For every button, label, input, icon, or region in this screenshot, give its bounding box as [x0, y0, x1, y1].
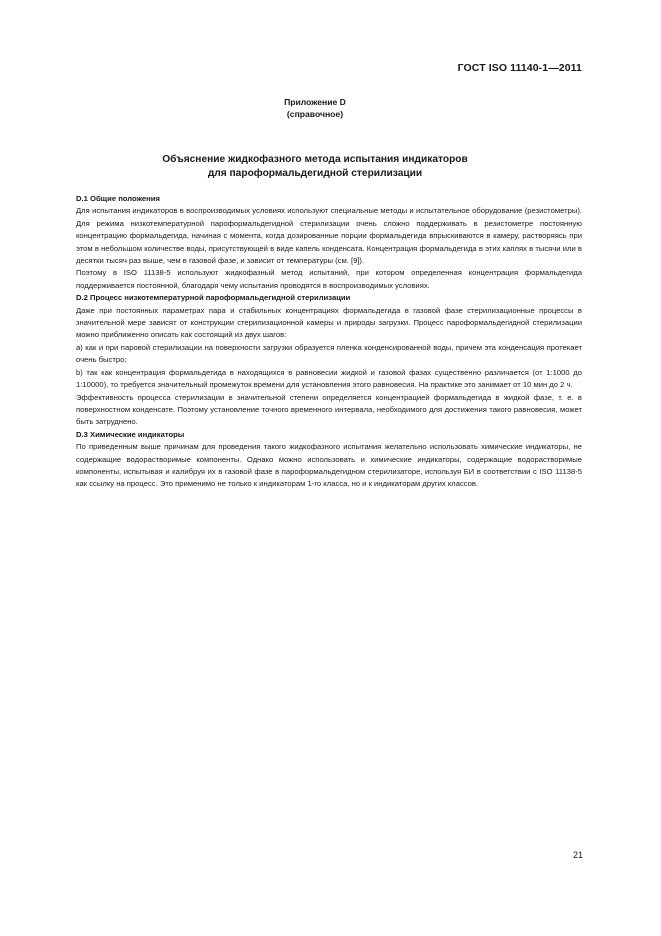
paragraph: Для испытания индикаторов в воспроизводимых условиях используют специальные методы и испытательное оборудование (резистометры). Для режима низкотемпературной пароформальдегидной стерилизации очень сложно поддерживать в резистометре постоянную концентрацию формальдегида, начиная с момента, когда дозированные порции формальдегида впрыскиваются в камеру, растворяясь при этом в небольшом количестве воды, присутствующей в виде капель конденсата. Концентрация формальдегида в этих каплях в тысячи или в десятки тысяч раз выше, чем в газовой фазе, и зависит от температуры (см. [9]).: [76, 206, 582, 266]
page-number: 21: [572, 850, 583, 860]
appendix-heading: [0, 96, 630, 120]
list-item-b: b) так как концентрация формальдегида в находящихся в равновесии жидкой и газовой фазах существенно различается (от 1:1000 до 1:10000), то требуется значительный промежуток времени для установления этого равновесия. На практике это занимает от 10 мин до 2 ч.: [76, 367, 582, 390]
appendix-label: Приложение D: [284, 97, 346, 107]
appendix-type: (справочное): [286, 109, 344, 119]
document-title: [0, 153, 630, 180]
section-d3: [76, 429, 582, 491]
section-heading: D.1 Общие положения: [76, 194, 160, 203]
section-heading: D.3 Химические индикаторы: [76, 429, 185, 439]
document-title-line-1: Объяснение жидкофазного метода испытания индикаторов: [162, 154, 468, 165]
section-heading: D.2 Процесс низкотемпературной пароформальдегидной стерилизации: [76, 293, 351, 303]
paragraph: Даже при постоянных параметрах пара и стабильных концентрациях формальдегида в газовой фазе стерилизационные процессы в значительной мере зависят от конструкции стерилизационной камеры и природы загрузки. Процесс пароформальдегидной стерилизации можно приближенно описать как состоящий из двух шагов:: [76, 305, 582, 340]
paragraph: По приведенным выше причинам для проведения такого жидкофазного испытания желательно использовать химические индикаторы, не содержащие водорастворимые компоненты. Однако можно использовать и химические индикаторы, содержащие водорастворимые компоненты, испытывая и калибруя их в газовой фазе в пароформальдегидном стерилизаторе, используя БИ в соответствии с ISO 11138-5 как ссылку на процесс. Это применимо не только к индикаторам 1-го класса, но и к индикаторам других классов.: [76, 442, 582, 489]
document-body: [76, 193, 582, 491]
standard-header: ГОСТ ISO 11140-1—2011: [457, 62, 582, 74]
paragraph: Поэтому в ISO 11138-5 используют жидкофазный метод испытаний, при котором определенная концентрация формальдегида поддерживается постоянной, благодаря чему испытания проводятся в воспроизводимых условиях.: [76, 268, 582, 290]
document-title-line-2: для пароформальдегидной стерилизации: [207, 167, 423, 179]
section-d1: [76, 193, 582, 292]
section-d2: [76, 292, 582, 428]
list-item-a: a) как и при паровой стерилизации на поверхности загрузки образуется пленка конденсированной воды, причем эта конденсация протекает очень быстро;: [76, 342, 582, 365]
paragraph: Эффективность процесса стерилизации в значительной степени определяется концентрацией формальдегида в жидкой фазе, т. е. в поверхностном конденсате. Поэтому установление точного временного интервала, необходимого для достижения такого равновесия, может быть затруднено.: [76, 392, 582, 427]
